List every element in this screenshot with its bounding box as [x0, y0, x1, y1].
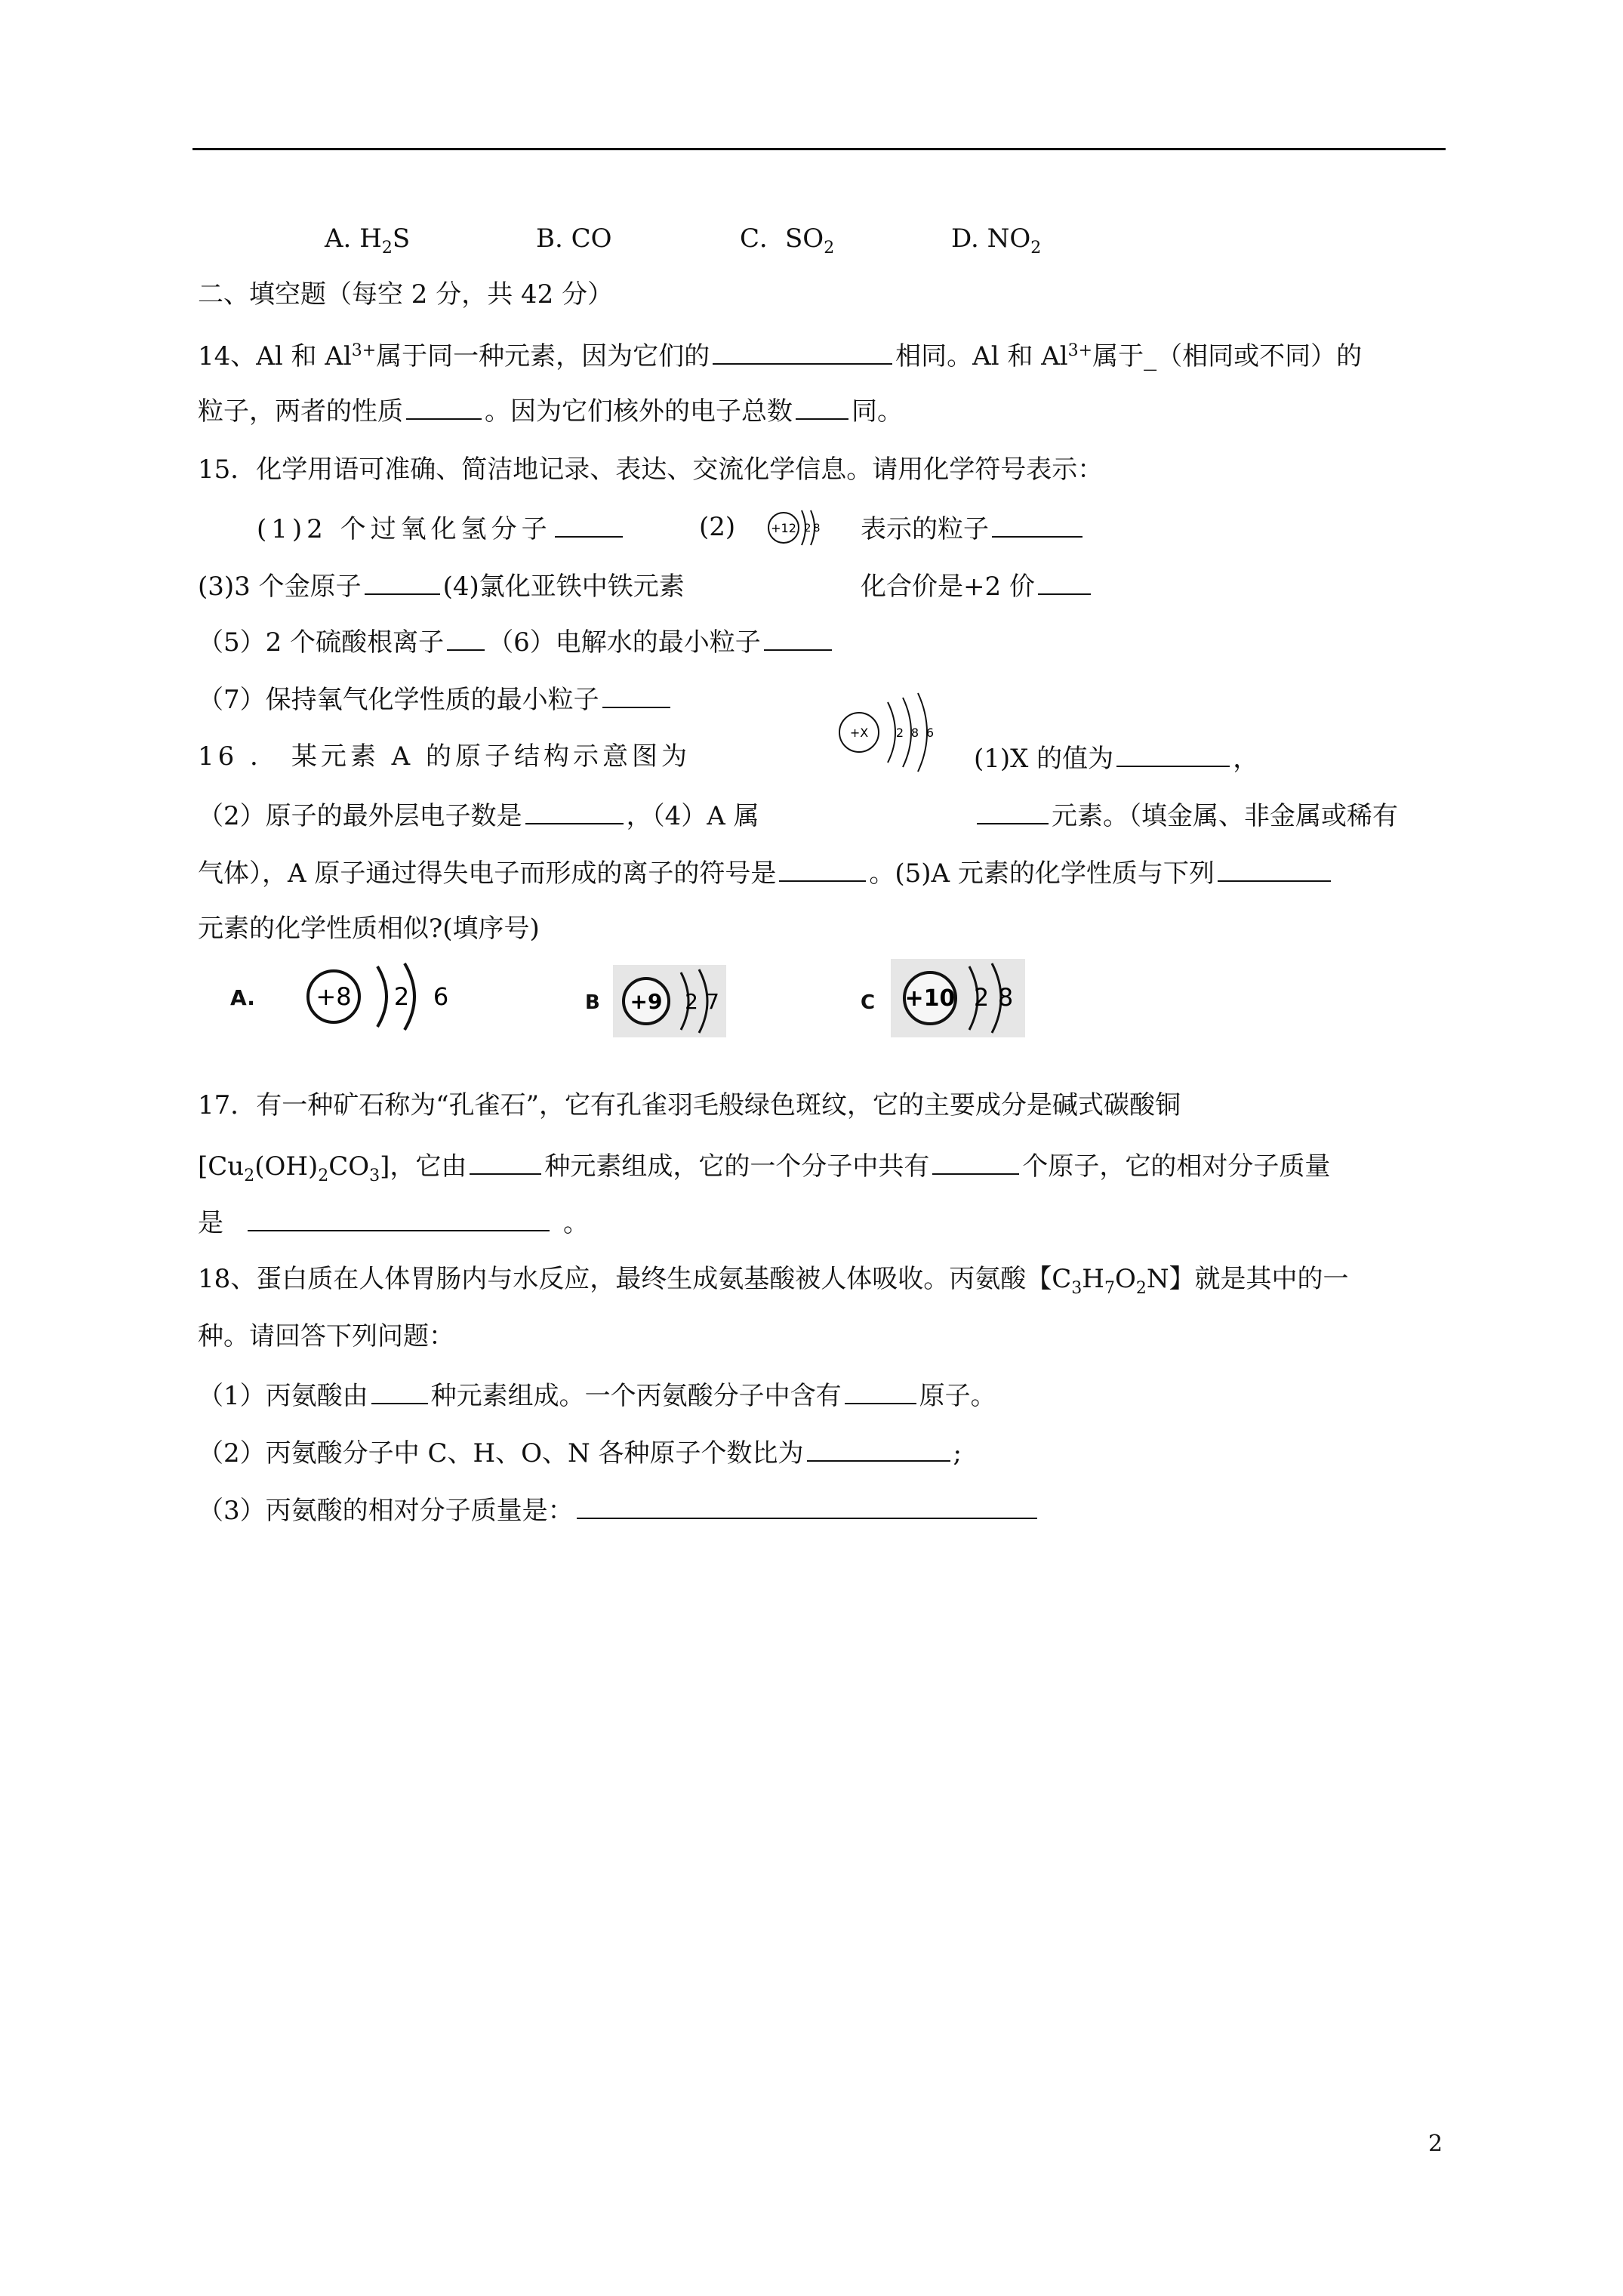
choice-a-label: A. — [230, 985, 255, 1010]
q18-line2: 种。请回答下列问题： — [198, 1321, 454, 1351]
q15-item3: (3)3 个金原子 (4)氯化亚铁中铁元素 — [198, 568, 685, 603]
q15-item2-tail: 表示的粒子 — [861, 510, 1086, 546]
choice-c-nucleus: +10 — [904, 985, 956, 1012]
q16-shell-1: 2 — [895, 726, 904, 740]
q15-nucleus: +12 — [771, 521, 796, 535]
header-rule — [192, 148, 1446, 150]
q18-line1: 18、蛋白质在人体胃肠内与水反应，最终生成氨基酸被人体吸收。丙氨酸【$C_3H_7O_2N$】就是其中的一 — [198, 1264, 1349, 1298]
choice-a-shell-1: 2 — [393, 982, 410, 1011]
option-c: C．$SO_2$ — [740, 223, 835, 257]
choice-c-shell-1: 2 — [973, 983, 990, 1012]
q15-item4-tail: 化合价是+2 价 — [861, 568, 1094, 603]
q15-intro: 15．化学用语可准确、简洁地记录、表达、交流化学信息。请用化学符号表示： — [198, 455, 1104, 485]
choice-a-diagram — [302, 959, 460, 1034]
q18-item1: （1）丙氨酸由 种元素组成。一个丙氨酸分子中含有 原子。 — [198, 1377, 996, 1413]
q18-item3: （3）丙氨酸的相对分子质量是： — [198, 1492, 1040, 1527]
q17-line1: 17．有一种矿石称为“孔雀石”，它有孔雀羽毛般绿色斑纹，它的主要成分是碱式碳酸铜 — [198, 1090, 1181, 1120]
q15-item5: （5）2 个硫酸根离子 （6）电解水的最小粒子 — [198, 624, 835, 659]
q14-line1: 14、Al 和 $Al^{3+}$属于同一种元素，因为它们的 相同。Al 和 $Al^{3+}$属于_（相同或不同）的 — [198, 334, 1362, 373]
q16-item1: (1)X 的值为 ， — [974, 740, 1258, 775]
q15-shell-2: 8 — [813, 522, 821, 535]
choice-a-nucleus: +8 — [316, 982, 352, 1011]
magnesium-ion-diagram — [764, 504, 824, 551]
choice-b-shell-1: 2 — [685, 989, 698, 1014]
choice-b-label: B — [585, 991, 600, 1014]
choice-c-label: C — [861, 991, 876, 1014]
q15-item7: （7）保持氧气化学性质的最小粒子 — [198, 681, 673, 717]
q16-item4-tail: 元素。（填金属、非金属或稀有 — [974, 797, 1398, 833]
page-number: 2 — [1428, 2131, 1443, 2157]
q17-line2: $[Cu_2(OH)_2CO_3]$，它由 种元素组成，它的一个分子中共有 个原子，它的相对分子质量 — [198, 1148, 1330, 1193]
q15-item2-label: (2) — [699, 512, 736, 542]
choice-b-nucleus: +9 — [630, 989, 663, 1014]
choice-b-diagram — [613, 965, 726, 1037]
choice-c-diagram — [891, 959, 1025, 1037]
q16-line4: 元素的化学性质相似?(填序号) — [198, 914, 540, 944]
element-a-structure-diagram — [830, 687, 944, 778]
q15-shell-1: 2 — [804, 522, 812, 535]
section-title: 二、填空题（每空 2 分，共 42 分） — [198, 279, 614, 310]
q18-item2: （2）丙氨酸分子中 C、H、O、N 各种原子个数比为 ; — [198, 1435, 962, 1470]
q16-line3: 气体），A 原子通过得失电子而形成的离子的符号是 。(5)A 元素的化学性质与下列 — [198, 855, 1334, 890]
option-b: B. CO — [536, 223, 612, 254]
choice-b-shell-2: 7 — [706, 989, 719, 1014]
q16-nucleus: +X — [849, 726, 869, 740]
q16-shell-3: 6 — [925, 726, 935, 740]
q14-line2: 粒子，两者的性质 。因为它们核外的电子总数 同。 — [198, 393, 903, 428]
q16-shell-2: 8 — [910, 726, 919, 740]
q15-item1: (1)2 个过氧化氢分子 — [257, 510, 626, 546]
option-d: D. $NO_2$ — [951, 223, 1042, 257]
q16-line1: 16 ． 某元素 A 的原子结构示意图为 — [198, 741, 691, 772]
q17-line3: 是 。 — [198, 1204, 589, 1240]
option-a: A. $H_2S$ — [325, 223, 411, 257]
q16-item2: （2）原子的最外层电子数是 ，（4）A 属 — [198, 797, 759, 833]
choice-c-shell-2: 8 — [997, 983, 1014, 1012]
choice-a-shell-2: 6 — [433, 982, 449, 1011]
